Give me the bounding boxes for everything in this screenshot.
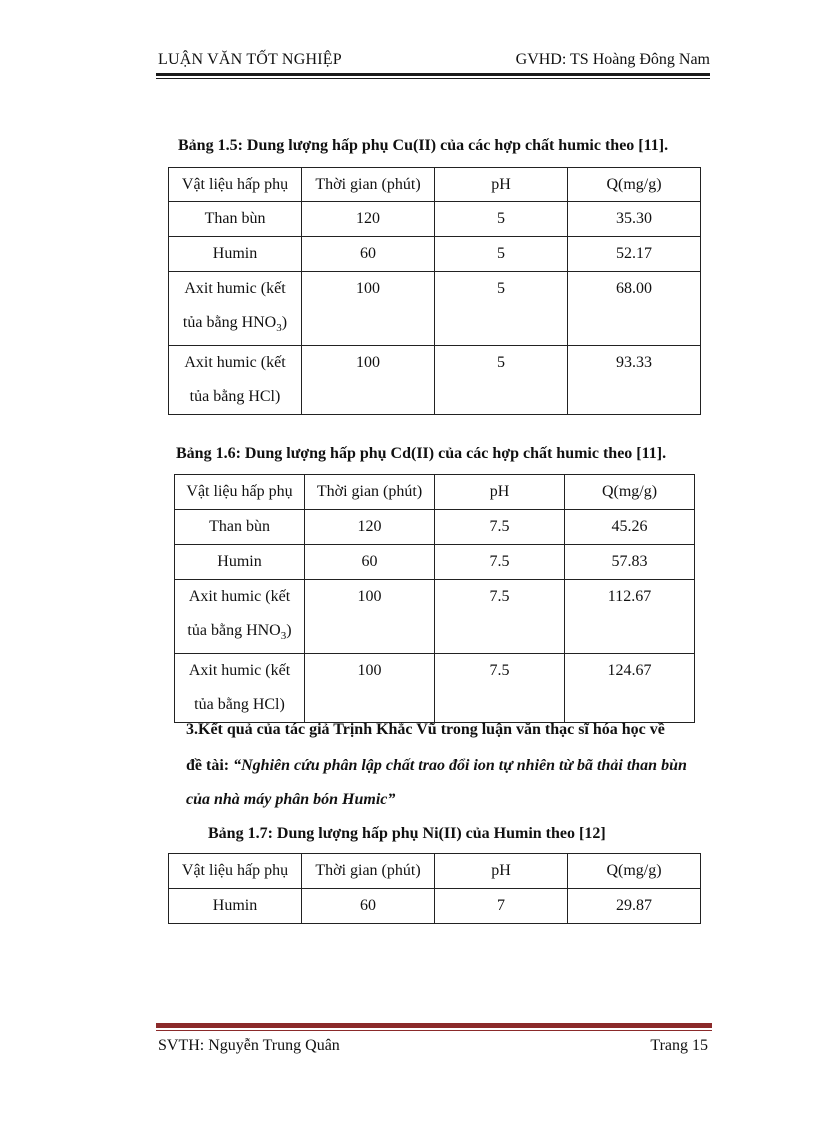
subscript: 3 [280, 630, 287, 643]
cell-material [175, 654, 305, 723]
footer-rule-thick [156, 1023, 712, 1028]
paragraph-line1: 3.Kết quả của tác giả Trịnh Khắc Vũ trong luận văn thạc sĩ hóa học về [186, 721, 665, 738]
cell-ph: 7 [435, 889, 568, 924]
table-1-5 [168, 167, 701, 415]
header-supervisor: GVHD: TS Hoàng Đông Nam [515, 51, 710, 68]
table-header-row [169, 168, 701, 202]
cell-material-line1: Axit humic (kết [184, 354, 286, 372]
cell-material: Than bùn [169, 202, 302, 237]
cell-material [169, 272, 302, 346]
cell-material-line2: tủa bằng HCl) [189, 388, 281, 406]
table-row [169, 346, 701, 415]
header-rule-thick [156, 73, 710, 76]
column-header: Thời gian (phút) [302, 168, 435, 202]
cell-q: 29.87 [568, 889, 701, 924]
subscript: 3 [276, 322, 282, 335]
column-header: Q(mg/g) [568, 854, 701, 889]
table-row [169, 237, 701, 272]
table-1-5-caption: Bảng 1.5: Dung lượng hấp phụ Cu(II) của các hợp chất humic theo [11]. [178, 137, 669, 154]
material-text-end: ) [286, 622, 292, 639]
column-header: Thời gian (phút) [305, 475, 435, 510]
cell-material-line1: Axit humic (kết [188, 662, 291, 680]
cell-ph: 5 [435, 346, 568, 415]
table-1-7 [168, 853, 701, 924]
header-rule-thin [156, 78, 710, 79]
cell-material: Humin [169, 237, 302, 272]
cell-time: 120 [302, 202, 435, 237]
table-1-6-caption: Bảng 1.6: Dung lượng hấp phụ Cd(II) của các hợp chất humic theo [11]. [176, 445, 667, 462]
cell-time: 60 [302, 237, 435, 272]
column-header: Vật liệu hấp phụ [169, 854, 302, 889]
column-header: pH [435, 854, 568, 889]
table-row [175, 580, 695, 654]
cell-q: 124.67 [565, 654, 695, 723]
cell-time: 60 [305, 545, 435, 580]
table-header-row [175, 475, 695, 510]
cell-time: 60 [302, 889, 435, 924]
table-header-row [169, 854, 701, 889]
paragraph-prefix: đề tài: [186, 757, 234, 774]
table-row [169, 889, 701, 924]
material-text: tủa bằng HNO [187, 622, 281, 639]
cell-material [175, 580, 305, 654]
table-1-7-caption: Bảng 1.7: Dung lượng hấp phụ Ni(II) của Humin theo [12] [208, 825, 606, 842]
footer-rule-thin [156, 1030, 712, 1031]
table-row [175, 510, 695, 545]
cell-ph: 7.5 [435, 510, 565, 545]
paragraph-line2 [186, 757, 687, 775]
cell-material: Humin [169, 889, 302, 924]
cell-material-line2: tủa bằng HCl) [194, 696, 285, 714]
column-header: pH [435, 168, 568, 202]
paragraph-title: “Nghiên cứu phân lập chất trao đổi ion tự nhiên từ bã thải than bùn [233, 757, 687, 774]
cell-material-line2 [175, 614, 304, 653]
cell-time: 100 [302, 272, 435, 346]
table-row [169, 202, 701, 237]
cell-q: 45.26 [565, 510, 695, 545]
column-header: Vật liệu hấp phụ [169, 168, 302, 202]
cell-q: 93.33 [568, 346, 701, 415]
cell-material-line1: Axit humic (kết [188, 588, 291, 605]
cell-material-line1: Axit humic (kết [184, 280, 286, 297]
cell-q: 57.83 [565, 545, 695, 580]
table-1-6 [174, 474, 695, 723]
cell-time: 100 [302, 346, 435, 415]
cell-ph: 7.5 [435, 654, 565, 723]
cell-ph: 5 [435, 237, 568, 272]
paragraph-line3 [186, 791, 395, 809]
paragraph-title-end: của nhà máy phân bón Humic” [186, 791, 396, 808]
cell-ph: 5 [435, 202, 568, 237]
table-row [169, 272, 701, 346]
material-text-end: ) [281, 314, 288, 331]
cell-material-line2 [169, 306, 301, 345]
table-underline-stub [168, 923, 204, 924]
column-header: Q(mg/g) [568, 168, 701, 202]
header-thesis-title: LUẬN VĂN TỐT NGHIỆP [158, 51, 342, 68]
cell-ph: 7.5 [435, 545, 565, 580]
cell-time: 100 [305, 654, 435, 723]
cell-ph: 7.5 [435, 580, 565, 654]
cell-material: Than bùn [175, 510, 305, 545]
column-header: Q(mg/g) [565, 475, 695, 510]
cell-q: 52.17 [568, 237, 701, 272]
cell-q: 68.00 [568, 272, 701, 346]
material-text: tủa bằng HNO [182, 314, 277, 331]
footer-page-number: Trang 15 [650, 1037, 708, 1054]
table-row [175, 654, 695, 723]
cell-q: 35.30 [568, 202, 701, 237]
column-header: pH [435, 475, 565, 510]
cell-material: Humin [175, 545, 305, 580]
footer-student: SVTH: Nguyễn Trung Quân [158, 1037, 340, 1054]
cell-material [169, 346, 302, 415]
column-header: Thời gian (phút) [302, 854, 435, 889]
cell-ph: 5 [435, 272, 568, 346]
cell-time: 120 [305, 510, 435, 545]
table-row [175, 545, 695, 580]
column-header: Vật liệu hấp phụ [175, 475, 305, 510]
cell-q: 112.67 [565, 580, 695, 654]
cell-time: 100 [305, 580, 435, 654]
